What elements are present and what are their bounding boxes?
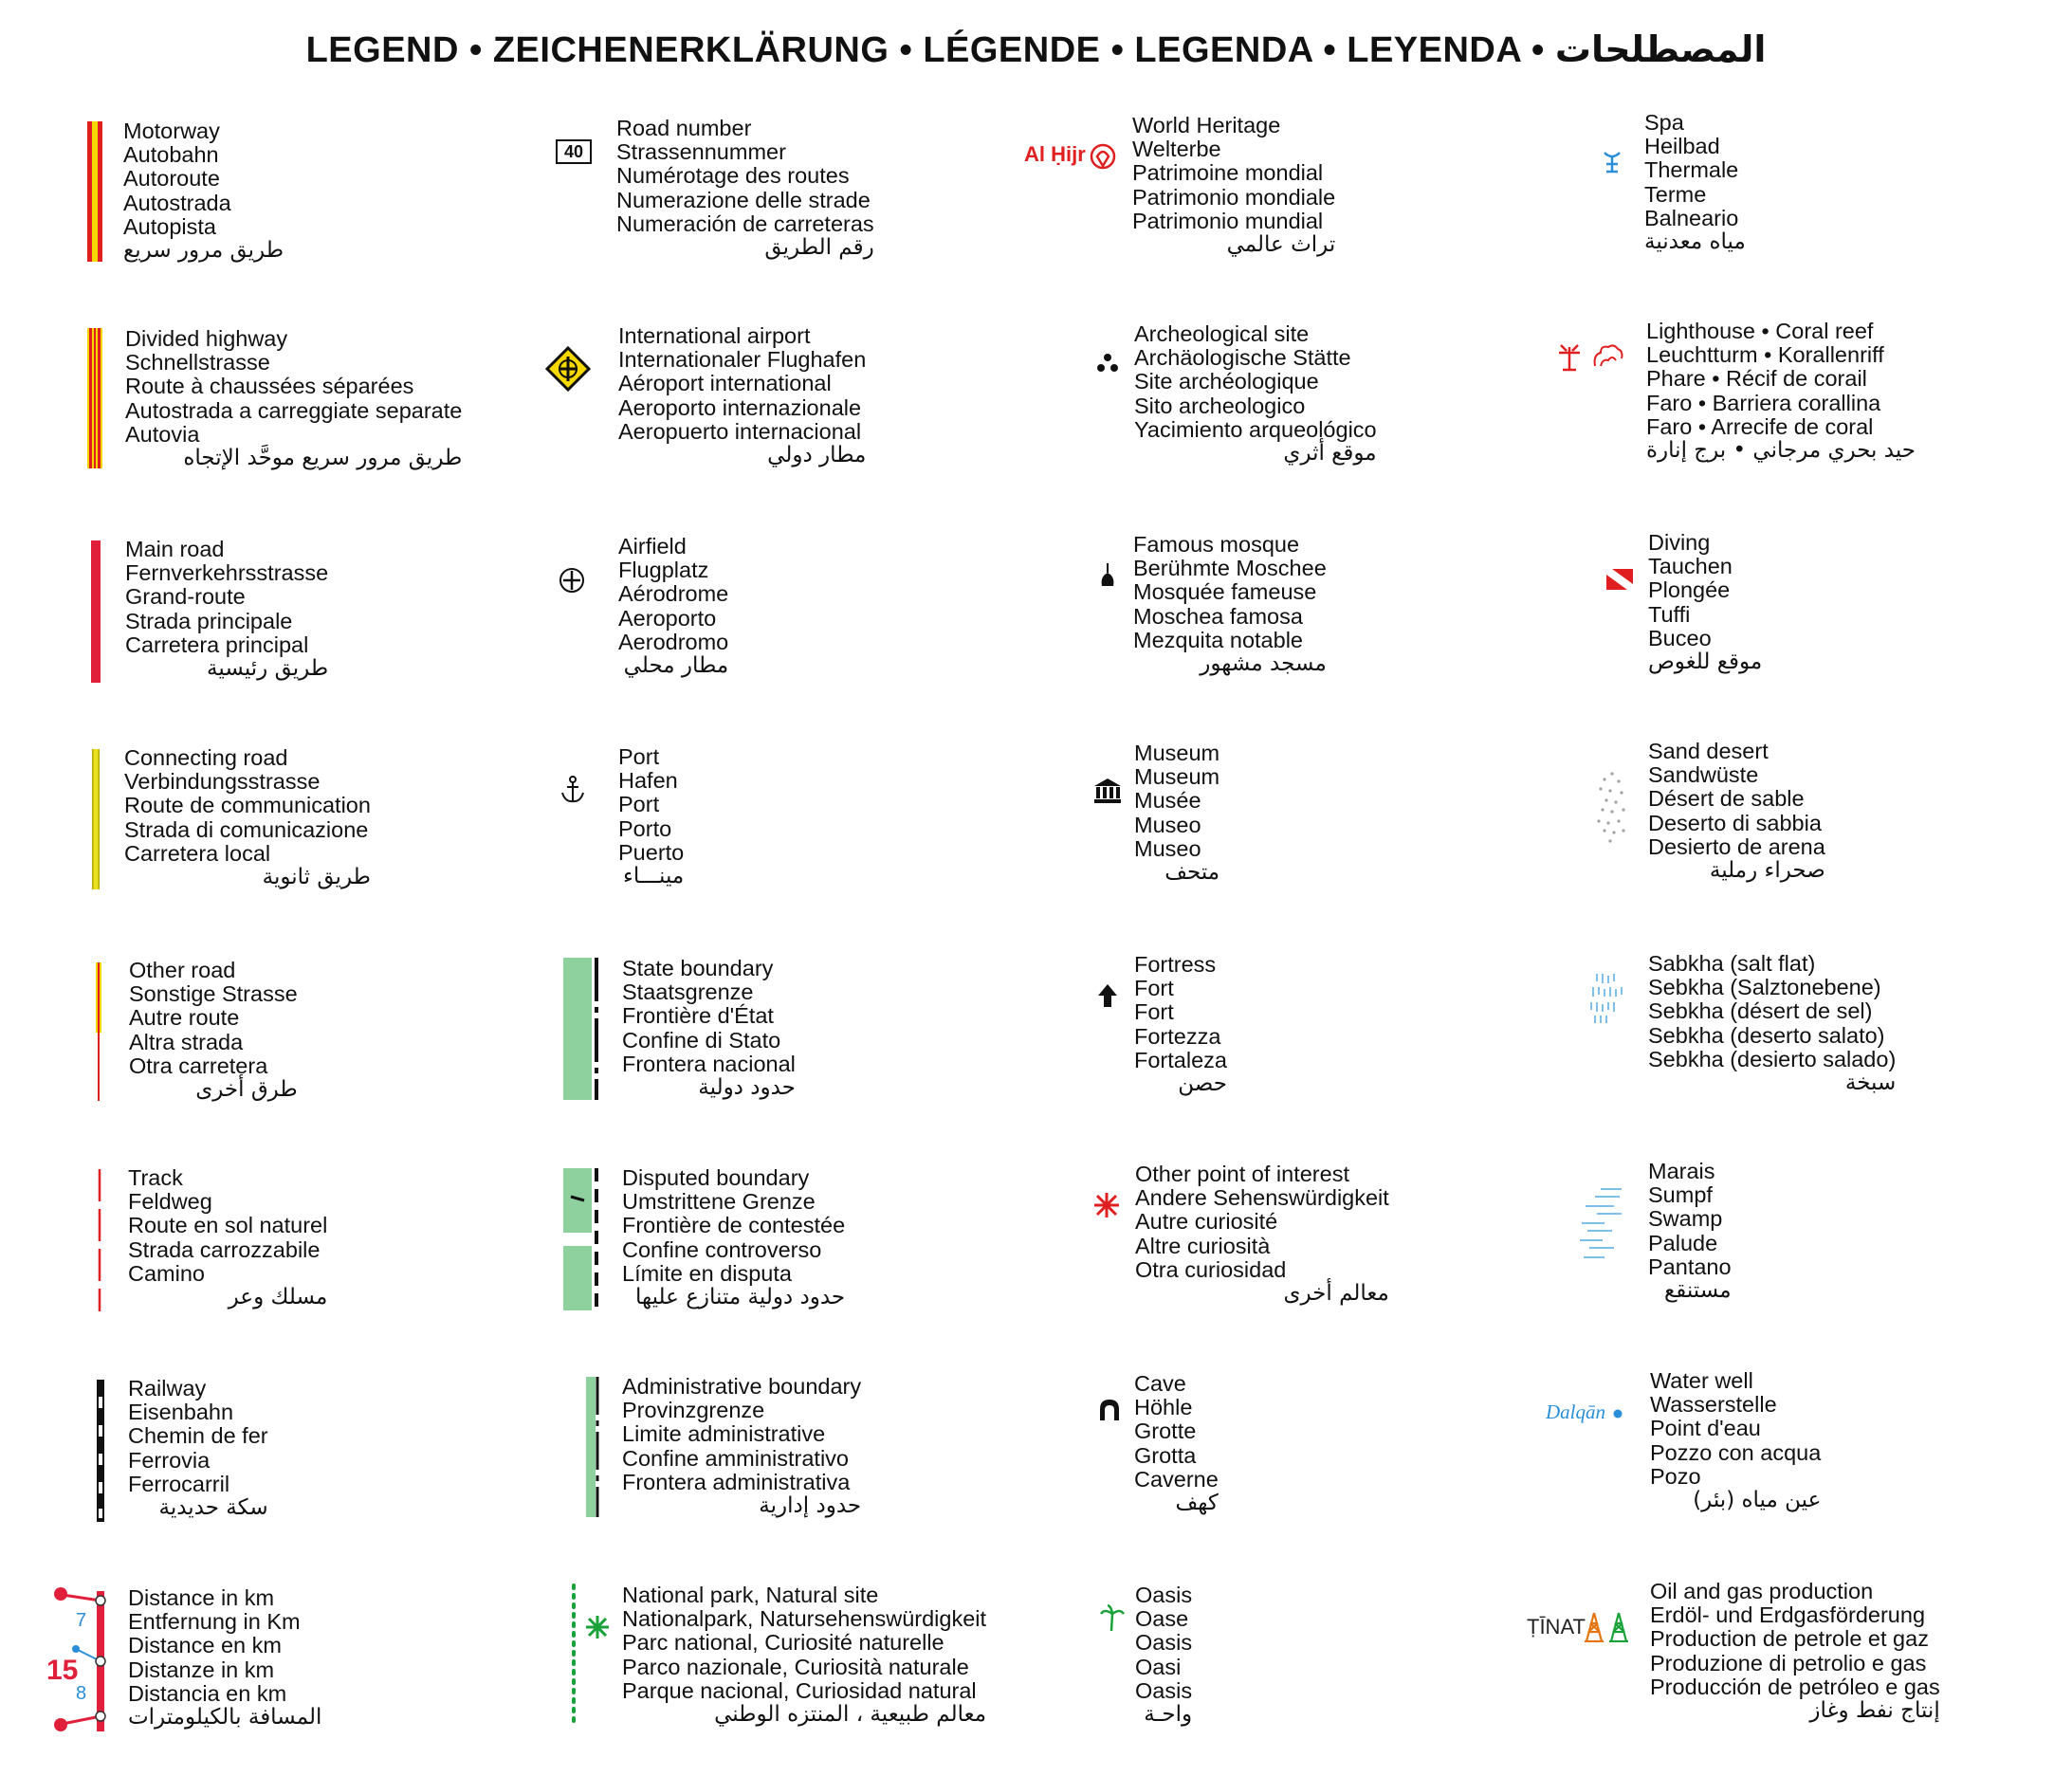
legend-line: Frontière de contestée	[622, 1213, 846, 1238]
legend-text	[1648, 1160, 1732, 1303]
legend-line-arabic: طريق رئيسية	[207, 656, 329, 682]
legend-line-arabic: تراث عالمي	[1226, 232, 1336, 258]
legend-line: Carretera local	[124, 840, 271, 866]
legend-line: Distance en km	[128, 1633, 282, 1658]
legend-line: Sebkha (deserto salato)	[1648, 1022, 1885, 1048]
legend-text	[622, 957, 796, 1100]
legend-line: Disputed boundary	[622, 1165, 810, 1190]
legend-line: Fort	[1134, 976, 1174, 1001]
legend-line-arabic: موقع أثري	[1283, 441, 1377, 467]
legend-line: International airport	[618, 323, 811, 348]
legend-text	[1135, 1584, 1192, 1727]
legend-line: Route en sol naturel	[128, 1213, 328, 1238]
legend-text	[622, 1584, 986, 1727]
legend-line: Autoroute	[123, 166, 220, 192]
legend-text	[1133, 533, 1327, 676]
swamp-symbol	[1576, 1185, 1629, 1261]
legend-line-arabic: مطار دولي	[767, 443, 867, 468]
legend-line: Eisenbahn	[128, 1400, 234, 1425]
legend-line-arabic: حدود إدارية	[759, 1493, 862, 1519]
legend-line: Moschea famosa	[1133, 603, 1303, 629]
legend-line-arabic: صحراء رملية	[1709, 858, 1825, 884]
legend-line: Cave	[1134, 1371, 1186, 1396]
legend-line: Höhle	[1134, 1395, 1193, 1420]
legend-text	[125, 327, 462, 470]
oasis-icon	[1100, 1604, 1125, 1633]
legend-line: Nationalpark, Natursehenswürdigkeit	[622, 1606, 987, 1632]
legend-line: Limite administrative	[622, 1421, 826, 1447]
legend-line: Sebkha (désert de sel)	[1648, 998, 1873, 1024]
legend-line-arabic: إنتاج نفط وغاز	[1809, 1698, 1940, 1724]
legend-line: Production de petrole et gaz	[1650, 1626, 1929, 1652]
legend-line: Fernverkehrsstrasse	[125, 560, 329, 586]
water-well-icon	[1612, 1408, 1623, 1419]
legend-text	[128, 1377, 268, 1520]
legend-line: Famous mosque	[1133, 532, 1300, 557]
legend-text	[1650, 1580, 1940, 1723]
legend-line: Aeropuerto internacional	[618, 418, 862, 444]
legend-line: Grotta	[1134, 1442, 1197, 1468]
legend-line-arabic: متحف	[1164, 860, 1220, 886]
legend-line-arabic: مسلك وعر	[228, 1285, 328, 1310]
legend-line-arabic: حدود دولية متنازع عليها	[635, 1285, 846, 1310]
legend-line-arabic: المسافة بالكيلومترات	[128, 1705, 322, 1730]
legend-text	[1648, 740, 1825, 883]
legend-line: Lighthouse • Coral reef	[1646, 319, 1874, 343]
legend-text	[128, 1166, 327, 1309]
railway-symbol	[95, 1380, 106, 1522]
archeological-icon	[1096, 353, 1119, 374]
legend-line-arabic: حصن	[1178, 1071, 1227, 1097]
legend-line: Museum	[1134, 741, 1220, 765]
legend-line: Ferrocarril	[128, 1471, 230, 1496]
cave-icon	[1098, 1398, 1121, 1422]
legend-line: Sand desert	[1648, 739, 1769, 763]
legend-line: Aeroporto internazionale	[618, 394, 862, 420]
legend-line: Fortaleza	[1134, 1047, 1227, 1072]
legend-line: Mezquita notable	[1133, 627, 1303, 652]
legend-line: Staatsgrenze	[622, 980, 754, 1005]
legend-line: Marais	[1648, 1159, 1715, 1183]
distance-total-label: 15	[46, 1655, 79, 1686]
legend-text	[622, 1375, 861, 1518]
legend-line: Spa	[1644, 110, 1684, 135]
legend-line: Numeración de carreteras	[616, 211, 874, 236]
legend-text	[128, 1586, 321, 1730]
legend-line-arabic: سبخة	[1844, 1071, 1897, 1096]
legend-line-arabic: موقع للغوص	[1648, 650, 1763, 675]
legend-line: Patrimonio mondiale	[1132, 184, 1336, 210]
legend-title-arabic: المصطلحات	[1554, 28, 1767, 70]
legend-line: Divided highway	[125, 326, 288, 351]
poi-icon	[1092, 1191, 1121, 1219]
legend-line: Autopista	[123, 213, 216, 239]
legend-line: Oase	[1135, 1606, 1189, 1632]
legend-line-arabic: سكة حديدية	[158, 1495, 268, 1521]
legend-line-arabic: مستنقع	[1663, 1278, 1732, 1304]
legend-text	[1134, 742, 1219, 885]
airfield-icon	[558, 566, 586, 595]
distance-a-label: 7	[76, 1610, 87, 1631]
legend-line: Camino	[128, 1260, 205, 1286]
legend-line: Fortress	[1134, 952, 1217, 977]
legend-line: Railway	[128, 1376, 207, 1401]
legend-line: Route à chaussées séparées	[125, 374, 414, 399]
legend-line: Patrimonio mundial	[1132, 208, 1324, 233]
legend-line: Aéroport international	[618, 371, 832, 396]
legend-line: Producción de petróleo e gas	[1650, 1674, 1940, 1699]
legend-line: Mosquée fameuse	[1133, 579, 1317, 605]
legend-line-arabic: مينـــاء	[623, 864, 685, 889]
legend-line: Carretera principal	[125, 632, 309, 657]
legend-line-arabic: طريق مرور سريع موحَّد الإتجاه	[183, 446, 463, 471]
legend-line: Main road	[125, 537, 225, 561]
legend-line: Airfield	[618, 534, 687, 558]
legend-line: Archäologische Stätte	[1134, 345, 1351, 371]
legend-line: Confine amministrativo	[622, 1445, 850, 1471]
legend-line: Umstrittene Grenze	[622, 1189, 816, 1215]
legend-line: Tauchen	[1648, 554, 1733, 579]
legend-line: Sebkha (desierto salado)	[1648, 1046, 1897, 1071]
world-heritage-sample: Al Ḥijr	[1024, 142, 1086, 166]
diving-flag-icon	[1606, 569, 1633, 590]
legend-text	[618, 745, 684, 888]
legend-line-arabic: حدود دولية	[698, 1075, 796, 1101]
connecting-road-symbol	[89, 749, 102, 889]
spa-icon	[1601, 147, 1623, 175]
legend-line: Autobahn	[123, 142, 219, 168]
legend-line: Distance in km	[128, 1585, 275, 1610]
water-well-sample: Dalqān	[1546, 1401, 1605, 1423]
legend-line: Confine controverso	[622, 1236, 822, 1262]
legend-line: Sonstige Strasse	[129, 981, 298, 1007]
legend-line: Andere Sehenswürdigkeit	[1135, 1185, 1389, 1211]
legend-line: Track	[128, 1165, 183, 1190]
legend-line: Numérotage des routes	[616, 163, 850, 189]
legend-text	[123, 119, 284, 263]
admin-boundary-symbol	[582, 1377, 601, 1517]
legend-line: Diving	[1648, 530, 1711, 555]
legend-line: Sumpf	[1648, 1182, 1713, 1208]
legend-line: Sito archeologico	[1134, 393, 1306, 418]
legend-line: Balneario	[1644, 205, 1739, 230]
track-symbol	[95, 1169, 104, 1311]
world-heritage-icon	[1089, 142, 1117, 171]
legend-line: Porto	[618, 815, 672, 841]
legend-line: Port	[618, 792, 660, 817]
legend-line: Thermale	[1644, 157, 1739, 183]
legend-line: Frontera administrativa	[622, 1469, 851, 1494]
legend-text	[1644, 111, 1746, 254]
legend-line: Buceo	[1648, 625, 1712, 650]
legend-text	[616, 117, 874, 260]
legend-line: Autostrada	[123, 190, 231, 215]
legend-line-arabic: طريق مرور سريع	[123, 238, 284, 264]
legend-line: National park, Natural site	[622, 1583, 879, 1607]
legend-line: Deserto di sabbia	[1648, 810, 1822, 835]
legend-line: Oasis	[1135, 1583, 1193, 1607]
legend-line: Faro • Arrecife de coral	[1646, 413, 1874, 439]
legend-line: Caverne	[1134, 1466, 1219, 1492]
legend-line: Verbindungsstrasse	[124, 769, 321, 795]
legend-line: Other point of interest	[1135, 1162, 1349, 1186]
legend-line: Welterbe	[1132, 137, 1221, 162]
legend-line-arabic: كهف	[1175, 1491, 1219, 1516]
legend-line-arabic: مسجد مشهور	[1200, 651, 1327, 677]
legend-line: Frontera nacional	[622, 1051, 796, 1076]
legend-line: Parco nazionale, Curiosità naturale	[622, 1654, 969, 1679]
legend-line: Strada principale	[125, 608, 293, 633]
legend-line: Yacimiento arqueológico	[1134, 416, 1377, 442]
legend-line: Aérodrome	[618, 581, 729, 607]
legend-line: Pozo	[1650, 1463, 1701, 1489]
legend-line: Fortezza	[1134, 1023, 1221, 1049]
legend-line: Sabkha (salt flat)	[1648, 951, 1816, 976]
legend-line: Otra carretera	[129, 1053, 268, 1078]
divided-highway-symbol	[85, 328, 106, 468]
legend-text	[622, 1166, 845, 1309]
legend-line: Swamp	[1648, 1206, 1723, 1232]
other-road-symbol	[93, 962, 104, 1101]
main-road-symbol	[89, 540, 102, 683]
legend-line: Désert de sable	[1648, 786, 1805, 812]
legend-line: Oasi	[1135, 1654, 1182, 1679]
legend-line: Hafen	[618, 768, 678, 794]
legend-line: Aeroporto	[618, 605, 717, 631]
legend-line: Grotte	[1134, 1419, 1197, 1444]
legend-line: Plongée	[1648, 577, 1731, 603]
legend-line: Distanze in km	[128, 1657, 275, 1682]
legend-line: Strada carrozzabile	[128, 1236, 321, 1262]
legend-line: Musée	[1134, 788, 1201, 814]
legend-line: Entfernung in Km	[128, 1609, 301, 1635]
legend-line: Puerto	[618, 839, 685, 865]
legend-line: Site archéologique	[1134, 369, 1319, 394]
legend-line: Aerodromo	[618, 629, 729, 654]
legend-line: Fort	[1134, 999, 1174, 1025]
legend-text	[1134, 953, 1227, 1096]
road-number-box: 40	[556, 139, 592, 164]
legend-line: Other road	[129, 958, 236, 982]
coral-reef-icon	[1591, 341, 1625, 370]
legend-line: Oasis	[1135, 1677, 1193, 1703]
legend-line: Chemin de fer	[128, 1423, 268, 1449]
legend-line: Parque nacional, Curiosidad natural	[622, 1677, 977, 1703]
fortress-icon	[1096, 982, 1119, 1009]
state-boundary-symbol	[563, 958, 601, 1100]
legend-line: Feldweg	[128, 1189, 212, 1215]
legend-line: Strada di comunicazione	[124, 816, 369, 842]
legend-line: Autostrada a carreggiate separate	[125, 397, 463, 423]
legend-line: Water well	[1650, 1368, 1753, 1393]
legend-line: Museum	[1134, 764, 1220, 790]
legend-text	[618, 535, 728, 678]
legend-text	[129, 959, 298, 1102]
legend-line: Heilbad	[1644, 134, 1720, 159]
legend-line: Erdöl- und Erdgasförderung	[1650, 1602, 1926, 1628]
legend-line: Wasserstelle	[1650, 1392, 1777, 1418]
disputed-boundary-symbol	[563, 1168, 601, 1310]
legend-line: Berühmte Moschee	[1133, 556, 1327, 581]
legend-line: Internationaler Flughafen	[618, 347, 867, 373]
legend-text	[1134, 322, 1377, 466]
legend-line: Point d'eau	[1650, 1416, 1761, 1441]
legend-line: Museo	[1134, 835, 1201, 861]
legend-line: Parc national, Curiosité naturelle	[622, 1630, 944, 1656]
legend-text	[1646, 320, 1916, 463]
legend-line: Schnellstrasse	[125, 350, 270, 375]
lighthouse-icon	[1557, 341, 1582, 372]
gas-derrick-icon	[1608, 1612, 1629, 1642]
legend-line-arabic: طريق ثانوية	[262, 865, 371, 890]
national-park-symbol	[564, 1584, 612, 1728]
oil-gas-sample: ṬĪNAT	[1527, 1615, 1586, 1639]
legend-line-arabic: واحـة	[1144, 1702, 1193, 1728]
legend-line: Ferrovia	[128, 1447, 211, 1473]
legend-line-arabic: معالم أخرى	[1283, 1281, 1389, 1307]
legend-line-arabic: حيد بحري مرجاني • برج إنارة	[1646, 438, 1916, 464]
oil-derrick-icon	[1584, 1612, 1604, 1642]
legend-line-arabic: مطار محلي	[623, 653, 729, 679]
legend-line: Autre curiosité	[1135, 1209, 1278, 1235]
legend-line: Museo	[1134, 812, 1201, 837]
legend-line: Administrative boundary	[622, 1374, 862, 1399]
legend-text	[1132, 114, 1335, 257]
legend-line: Altra strada	[129, 1029, 244, 1054]
legend-text	[124, 746, 371, 889]
legend-line: Sandwüste	[1648, 762, 1759, 788]
sabkha-symbol	[1586, 972, 1627, 1025]
legend-line: Route de communication	[124, 793, 371, 818]
anchor-icon	[559, 776, 586, 804]
airport-icon	[545, 346, 591, 392]
legend-line: Altre curiosità	[1135, 1233, 1271, 1258]
legend-line-arabic: طرق أخرى	[195, 1077, 298, 1103]
legend-line: Grand-route	[125, 584, 246, 610]
legend-line-arabic: رقم الطريق	[764, 235, 874, 261]
legend-text	[1135, 1163, 1389, 1306]
legend-title-text: LEGEND • ZEICHENERKLÄRUNG • LÉGENDE • LEGENDA • LEYENDA •	[305, 30, 1555, 70]
legend-line: Confine di Stato	[622, 1027, 781, 1053]
legend-text	[125, 538, 328, 681]
museum-icon	[1093, 778, 1122, 804]
legend-line: Límite en disputa	[622, 1260, 792, 1286]
legend-line: Otra curiosidad	[1135, 1256, 1287, 1282]
legend-line: Oasis	[1135, 1630, 1193, 1656]
legend-line: Pantano	[1648, 1254, 1732, 1279]
legend-text	[1650, 1369, 1821, 1512]
legend-title	[0, 28, 2072, 71]
legend-line: Port	[618, 744, 660, 769]
legend-line: Palude	[1648, 1230, 1718, 1255]
legend-line: Numerazione delle strade	[616, 187, 871, 212]
legend-line: Tuffi	[1648, 601, 1691, 627]
legend-text	[618, 324, 866, 467]
legend-line: Terme	[1644, 181, 1707, 207]
legend-line: Patrimoine mondial	[1132, 160, 1324, 186]
legend-line-arabic: عين مياه (بئر)	[1693, 1488, 1822, 1513]
legend-line: Frontière d'État	[622, 1003, 774, 1029]
mosque-icon	[1098, 561, 1117, 590]
distance-b-label: 8	[76, 1683, 87, 1704]
legend-line: Connecting road	[124, 745, 288, 770]
legend-text	[1648, 952, 1896, 1095]
legend-line: Pozzo con acqua	[1650, 1439, 1822, 1465]
legend-line: Motorway	[123, 119, 220, 143]
legend-line: Autovia	[125, 421, 200, 447]
legend-line: Distancia en km	[128, 1680, 287, 1706]
legend-line: Road number	[616, 116, 752, 140]
legend-line: State boundary	[622, 956, 774, 980]
legend-line: Produzione di petrolio e gas	[1650, 1650, 1927, 1675]
legend-line: Flugplatz	[618, 558, 709, 583]
legend-line: Oil and gas production	[1650, 1579, 1874, 1603]
legend-line-arabic: معالم طبيعية ، المنتزه الوطني	[714, 1702, 987, 1728]
legend-text	[1648, 531, 1762, 674]
legend-line: Sebkha (Salztonebene)	[1648, 975, 1881, 1000]
legend-line: Faro • Barriera corallina	[1646, 390, 1881, 415]
legend-line-arabic: مياه معدنية	[1644, 229, 1746, 255]
legend-line: Autre route	[129, 1005, 240, 1031]
legend-line: Phare • Récif de corail	[1646, 366, 1867, 392]
legend-line: Desierto de arena	[1648, 833, 1825, 859]
legend-line: Leuchtturm • Korallenriff	[1646, 342, 1884, 368]
legend-line: World Heritage	[1132, 113, 1281, 137]
motorway-symbol	[85, 121, 106, 262]
legend-line: Provinzgrenze	[622, 1398, 765, 1423]
legend-text	[1134, 1372, 1219, 1515]
legend-line: Archeological site	[1134, 321, 1310, 346]
sand-desert-symbol	[1593, 770, 1631, 846]
legend-line: Strassennummer	[616, 139, 786, 165]
